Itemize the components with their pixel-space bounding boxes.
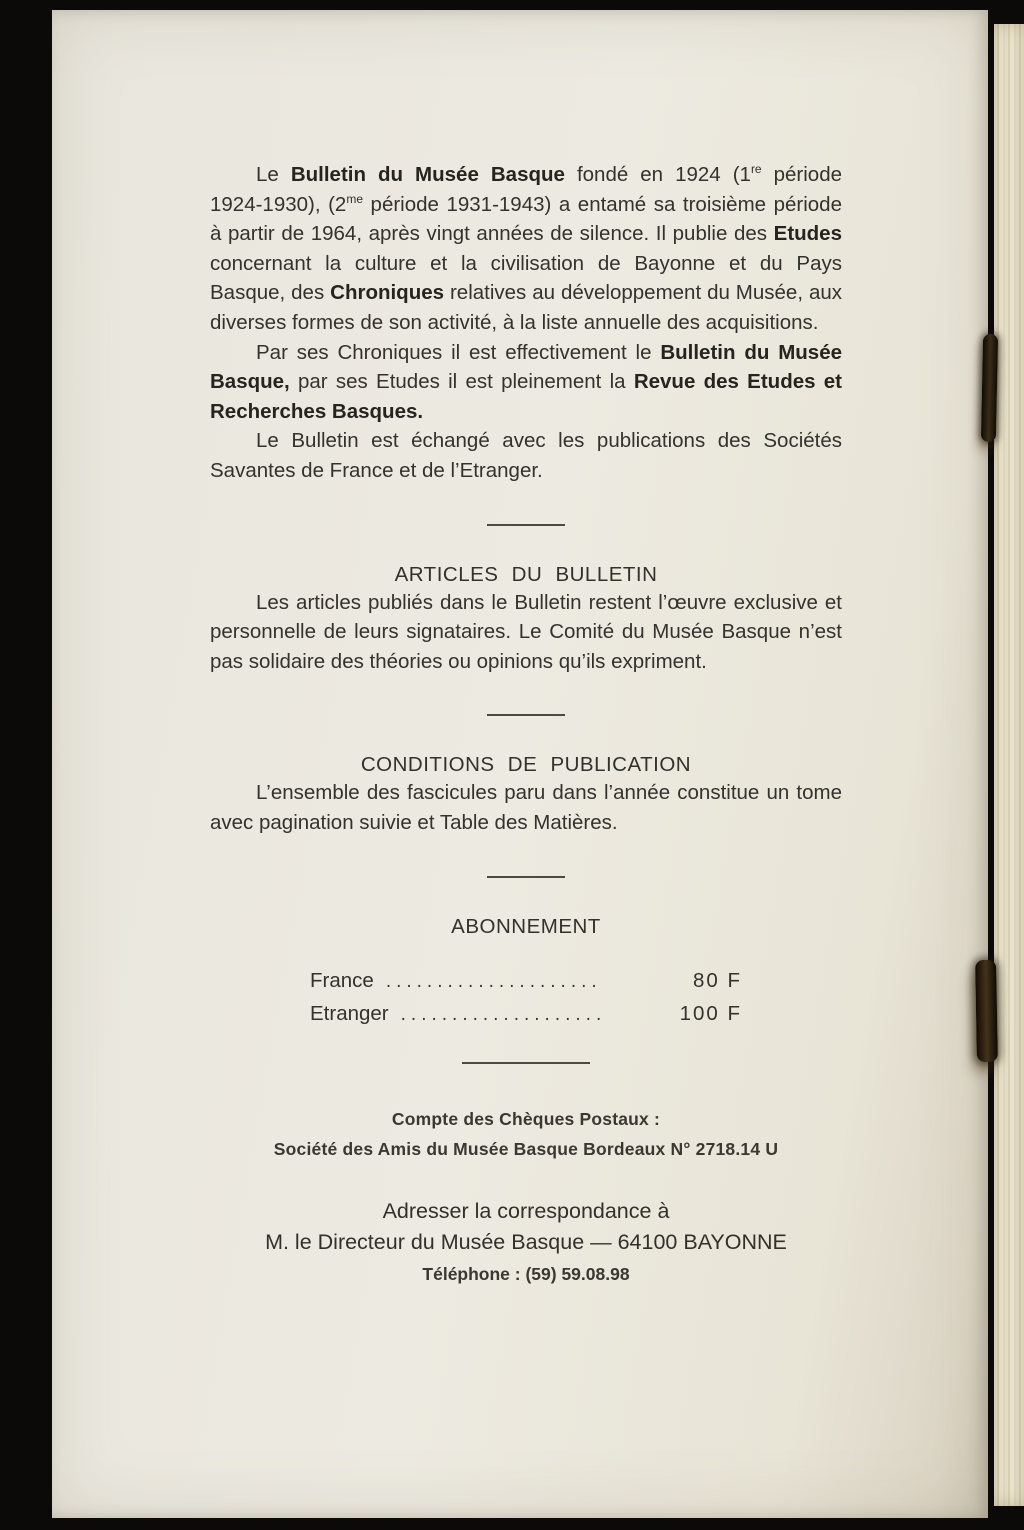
abonnement-heading: ABONNEMENT — [451, 914, 601, 938]
correspondence-line-1: Adresser la correspondance à — [382, 1198, 670, 1223]
subscription-price-list — [310, 966, 742, 1032]
dots-leader: .................... — [400, 1003, 607, 1025]
intro-paragraph-1: Le Bulletin du Musée Basque fondé en 1924 (1re période 1924-1930), ($2^{me}$ période 1931-1943) a entamé sa troisième période à partir de 1964, après vingt années de silence. Il publie des Etudes concernant la culture et la civilisation de Bayonne et du Pays Basque, des Chroniques relatives au développement du Musée, aux diverses formes de son activité, à la liste annuelle des acquisitions. — [210, 162, 843, 334]
articles-paragraph: Les articles publiés dans le Bulletin restent l’œuvre exclusive et personnelle de leurs signataires. Le Comité du Musée Basque n’est pas solidaire des théories ou opinions qu’ils expriment. — [210, 590, 842, 673]
binding-stitch-top — [981, 334, 998, 442]
price-value: 80 F — [692, 968, 742, 992]
book-page — [52, 10, 988, 1518]
articles-heading: ARTICLES DU BULLETIN — [394, 562, 658, 586]
postal-account-line-2: Société des Amis du Musée Basque Bordeaux N° 2718.14 U — [273, 1138, 779, 1159]
price-value: 100 F — [679, 1001, 742, 1025]
binding-stitch-bottom — [975, 960, 998, 1062]
dots-leader: ..................... — [385, 970, 602, 992]
postal-account-block — [210, 1104, 842, 1164]
section-divider — [487, 524, 565, 526]
page-content — [210, 160, 842, 1289]
postal-account-line-1: Compte des Chèques Postaux : — [391, 1108, 661, 1129]
adjacent-page-edge — [994, 24, 1024, 1506]
correspondence-line-2: M. le Directeur du Musée Basque — 64100 BAYONNE — [265, 1230, 787, 1254]
price-label: Etranger — [310, 1001, 389, 1025]
intro-paragraph-2: Par ses Chroniques il est effectivement le Bulletin du Musée Basque, par ses Etudes il est pleinement la Revue des Etudes et Recherches Basques. — [210, 340, 842, 423]
phone-line: Téléphone : (59) 59.08.98 — [422, 1263, 630, 1284]
section-divider — [487, 714, 565, 716]
correspondence-block — [210, 1196, 842, 1259]
price-row-france — [310, 966, 742, 999]
price-row-etranger — [310, 999, 742, 1032]
conditions-heading: CONDITIONS DE PUBLICATION — [360, 753, 692, 777]
intro-paragraph-3: Le Bulletin est échangé avec les publications des Sociétés Savantes de France et de l’Etranger. — [210, 429, 842, 482]
price-label: France — [310, 968, 374, 992]
section-divider — [462, 1062, 590, 1064]
conditions-paragraph: L’ensemble des fascicules paru dans l’année constitue un tome avec pagination suivie et Table des Matières. — [210, 781, 842, 834]
section-divider — [487, 876, 565, 878]
